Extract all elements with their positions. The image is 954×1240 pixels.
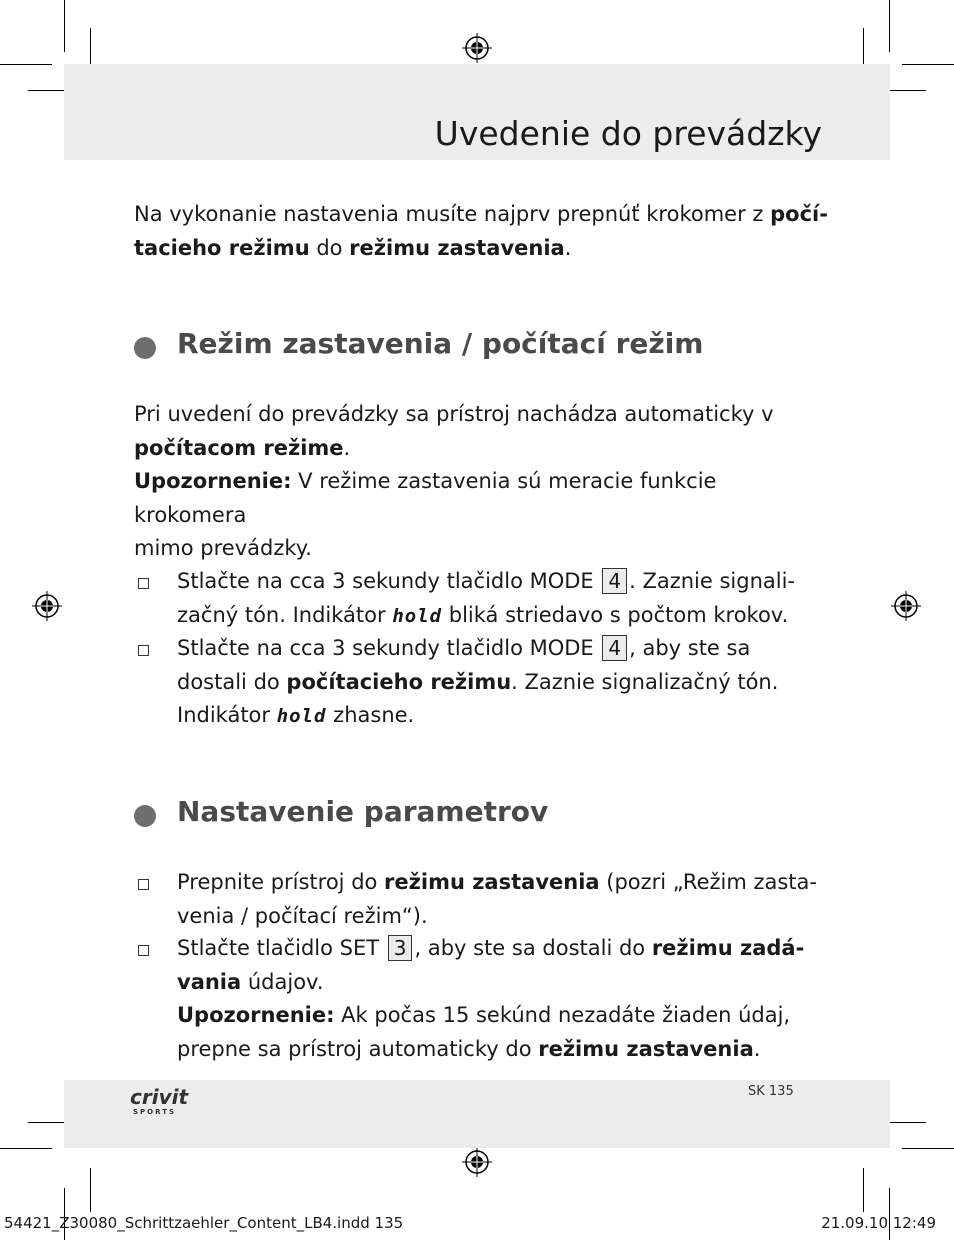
intro-bold: tacieho režimu xyxy=(134,235,310,260)
note-text: V režime zastavenia sú meracie funkcie krokomera xyxy=(134,469,717,527)
list-item-text xyxy=(177,932,837,1066)
section-title: Nastavenie parametrov xyxy=(177,795,549,828)
section-title: Režim zastavenia / počítací režim xyxy=(177,327,704,360)
registration-mark-icon xyxy=(462,1147,492,1177)
registration-mark-icon xyxy=(32,591,62,621)
bold-text: režimu zastavenia xyxy=(538,1036,754,1061)
note-text: . xyxy=(753,1036,761,1061)
bold-text: režimu zastavenia xyxy=(384,870,600,894)
text: Stlačte na cca 3 sekundy tlačidlo MODE xyxy=(177,636,601,660)
intro-bold: režimu zastavenia xyxy=(349,235,565,260)
text: . Zaznie signalizačný tón. xyxy=(511,669,779,694)
bold-text: vania xyxy=(177,969,242,994)
note-text: Ak počas 15 sekúnd nezadáte žiaden údaj, xyxy=(334,1003,791,1027)
checkbox-square-icon xyxy=(138,578,149,589)
bullet-dot-icon xyxy=(134,805,156,827)
text: údajov. xyxy=(241,969,324,994)
crop-mark xyxy=(889,0,890,52)
page-title: Uvedenie do prevádzky xyxy=(434,114,822,153)
checkbox-square-icon xyxy=(138,945,149,956)
crop-mark xyxy=(0,1148,52,1149)
text: dostali do xyxy=(177,669,287,694)
intro-bold: počí- xyxy=(770,202,828,226)
section1-paragraph xyxy=(134,398,834,566)
note-text: prepne sa prístroj automaticky do xyxy=(177,1036,539,1061)
intro-paragraph xyxy=(134,198,834,265)
page-number: SK 135 xyxy=(748,1084,794,1099)
note-label: Upozornenie: xyxy=(177,1003,335,1027)
text: , aby ste sa xyxy=(629,636,751,660)
intro-text: do xyxy=(309,235,350,260)
brand-logo: crivit xyxy=(130,1085,189,1109)
text: . Zaznie signali- xyxy=(629,569,796,593)
registration-mark-icon xyxy=(462,33,492,63)
note-text: mimo prevádzky. xyxy=(134,536,312,560)
text: začný tón. Indikátor xyxy=(177,602,393,627)
key-reference: 4 xyxy=(602,568,627,594)
text: Prepnite prístroj do xyxy=(177,870,385,894)
list-item-text xyxy=(177,866,837,933)
text: , aby ste sa dostali do xyxy=(414,936,652,960)
text: bliká striedavo s počtom krokov. xyxy=(442,602,789,627)
bold-text: režimu zadá- xyxy=(651,936,805,960)
brand-logo-subtitle: SPORTS xyxy=(133,1108,177,1116)
hold-indicator: hold xyxy=(276,705,327,727)
bullet-dot-icon xyxy=(134,337,156,359)
paragraph-text: Pri uvedení do prevádzky sa prístroj nachádza automaticky v xyxy=(134,402,774,426)
paragraph-text: . xyxy=(343,435,351,460)
bold-text: počítacieho režimu xyxy=(286,669,512,694)
intro-text: Na vykonanie nastavenia musíte najprv prepnúť krokomer z xyxy=(134,202,771,226)
crop-mark xyxy=(90,1168,91,1212)
list-item-text xyxy=(177,632,837,734)
key-reference: 4 xyxy=(602,635,627,661)
text: Stlačte na cca 3 sekundy tlačidlo MODE xyxy=(177,569,601,593)
note-label: Upozornenie: xyxy=(134,469,292,493)
key-reference: 3 xyxy=(388,935,413,961)
hold-indicator: hold xyxy=(392,604,443,627)
crop-mark xyxy=(64,0,65,52)
text: zhasne. xyxy=(326,703,415,727)
text: Indikátor xyxy=(177,703,277,727)
crop-mark xyxy=(863,1168,864,1212)
crop-mark xyxy=(902,1148,954,1149)
text: (pozri „Režim zasta- xyxy=(599,870,817,894)
registration-mark-icon xyxy=(891,591,921,621)
checkbox-square-icon xyxy=(138,645,149,656)
intro-text: . xyxy=(564,235,572,260)
text: venia / počítací režim“). xyxy=(177,903,428,928)
print-slug-date: 21.09.10 12:49 xyxy=(821,1214,936,1232)
print-slug-file: 54421_Z30080_Schrittzaehler_Content_LB4.indd 135 xyxy=(4,1214,404,1232)
text: Stlačte tlačidlo SET xyxy=(177,936,386,960)
checkbox-square-icon xyxy=(138,879,149,890)
crop-mark xyxy=(0,64,52,65)
crop-mark xyxy=(902,64,954,65)
paragraph-bold: počítacom režime xyxy=(134,435,344,460)
list-item-text xyxy=(177,565,837,633)
